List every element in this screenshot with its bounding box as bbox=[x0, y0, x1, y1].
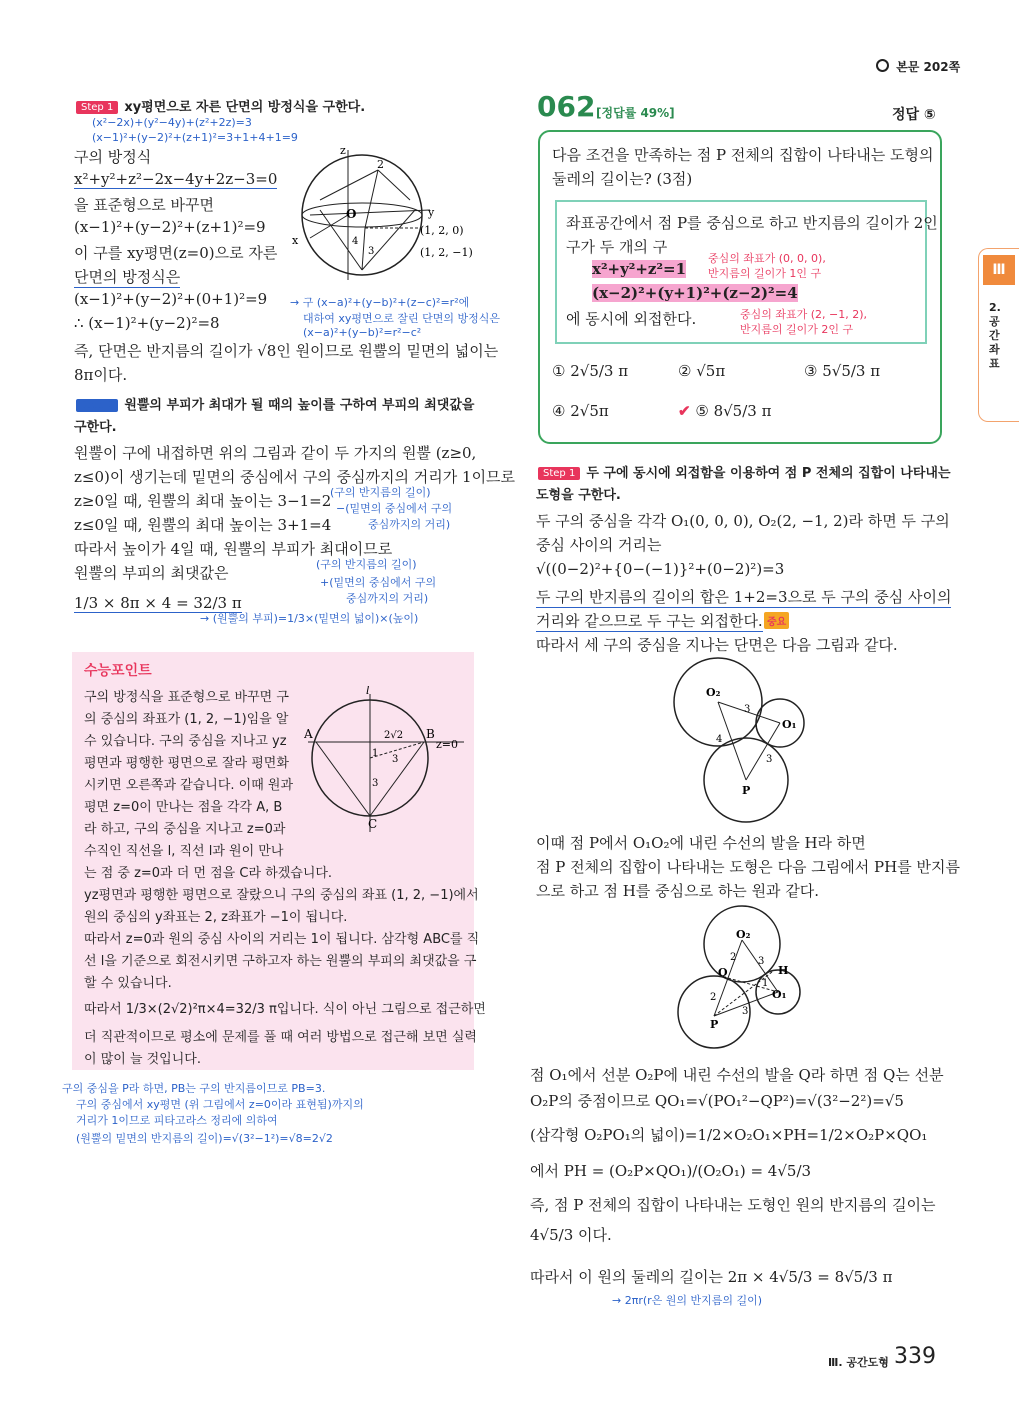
cone-label: 3 bbox=[392, 754, 399, 765]
fig1-label: 3 bbox=[368, 246, 375, 257]
text-line: z≤0)이 생기는데 밑면의 중심에서 구의 중심까지의 거리가 1이므로 bbox=[74, 468, 516, 486]
step2-badge: Step 2 bbox=[76, 399, 118, 412]
equation-line: 1/3 × 8π × 4 = 32/3 π bbox=[74, 594, 242, 612]
equation-line: (삼각형 O₂PO₁의 넓이)=1/2×O₂O₁×PH=1/2×O₂P×QO₁ bbox=[530, 1126, 928, 1144]
chapter-label: 2. 공간좌표 bbox=[989, 301, 1001, 370]
fig2-label: 3 bbox=[744, 704, 751, 715]
chapter-tab bbox=[978, 248, 1019, 422]
fig3-p-label: P bbox=[710, 1018, 719, 1031]
fig2-label: 3 bbox=[766, 754, 773, 765]
bottom-note: 구의 중심에서 xy평면 (위 그림에서 z=0이라 표현됨)까지의 bbox=[76, 1098, 364, 1111]
fig2-p-label: P bbox=[742, 784, 751, 797]
tips-line: 할 수 있습니다. bbox=[84, 976, 172, 991]
sphere-note-1: → 구 (x−a)²+(y−b)²+(z−c)²=r²에 bbox=[290, 296, 470, 309]
fig1-origin-label: O bbox=[346, 207, 357, 221]
tips-line: 선 l을 기준으로 회전시키면 구하고자 하는 원뿔의 부피의 최댓값을 구 bbox=[84, 954, 477, 969]
equation-line: 따라서 이 원의 둘레의 길이는 2π × 4√5/3 = 8√5/3 π bbox=[530, 1268, 893, 1286]
cone-a-label: A bbox=[304, 727, 313, 741]
tips-line: 더 직관적이므로 평소에 문제를 풀 때 여러 방법으로 접근해 보면 실력 bbox=[84, 1030, 477, 1045]
equation-line: ∴ (x−1)²+(y−2)²=8 bbox=[74, 314, 220, 332]
fig1-z-label: z bbox=[340, 144, 346, 157]
text-line: 즉, 점 P 전체의 집합이 나타내는 도형인 원의 반지름의 길이는 bbox=[530, 1196, 936, 1214]
text-line: z≥0일 때, 원뿔의 최대 높이는 3−1=2 bbox=[74, 492, 332, 510]
height-note: −(밑면의 중심에서 구의 bbox=[336, 502, 453, 515]
height-note: +(밑면의 중심에서 구의 bbox=[320, 576, 437, 589]
step1-badge: Step 1 bbox=[76, 101, 118, 114]
text-line: 단면의 방정식은 bbox=[74, 268, 181, 286]
height-note: 중심까지의 거리) bbox=[346, 592, 429, 605]
text-line: z≤0일 때, 원뿔의 최대 높이는 3+1=4 bbox=[74, 516, 332, 534]
sphere-note-3: (x−a)²+(y−b)²=r²−c² bbox=[303, 326, 422, 339]
text-line: 을 표준형으로 바꾸면 bbox=[74, 196, 214, 214]
height-note: (구의 반지름의 길이) bbox=[330, 486, 431, 499]
step2-title-cont: 구한다. bbox=[74, 420, 117, 435]
choice-4[interactable]: ④ 2√5π bbox=[552, 402, 609, 420]
equation-line: (x−1)²+(y−2)²+(0+1)²=9 bbox=[74, 290, 268, 308]
three-sphere-figure bbox=[668, 656, 808, 826]
left-step2 bbox=[76, 394, 474, 413]
fig1-point-label: (1, 2, 0) bbox=[420, 224, 464, 237]
tips-line: 라 하고, 구의 중심을 지나고 z=0과 bbox=[84, 822, 286, 837]
calc-note-1: (x²−2x)+(y²−4y)+(z²+2z)=3 bbox=[92, 116, 252, 129]
equation-line: x²+y²+z²−2x−4y+2z−3=0 bbox=[74, 170, 278, 188]
sphere-note-2: 대하여 xy평면으로 잘린 단면의 방정식은 bbox=[303, 312, 501, 325]
question-line: 다음 조건을 만족하는 점 P 전체의 집합이 나타내는 도형의 bbox=[552, 146, 934, 164]
choice-2[interactable]: ② √5π bbox=[678, 362, 726, 380]
arrow-right-icon: → bbox=[200, 612, 213, 625]
accuracy-rate: [정답률 49%] bbox=[596, 106, 675, 120]
text-line: 점 O₁에서 선분 O₂P에 내린 수선의 발을 Q라 하면 점 Q는 선분 bbox=[530, 1066, 944, 1084]
chapter-roman: Ⅲ bbox=[983, 255, 1015, 285]
text-line: 즉, 단면은 반지름의 길이가 √8인 원이므로 원뿔의 밑면의 넓이는 bbox=[74, 342, 499, 360]
text-line: 두 구의 반지름의 길이의 합은 1+2=3으로 두 구의 중심 사이의 bbox=[536, 588, 952, 606]
equation-line: (x−1)²+(y−2)²+(z+1)²=9 bbox=[74, 218, 266, 236]
condition-line: 에 동시에 외접한다. bbox=[566, 310, 697, 328]
text-line: 따라서 세 구의 중심을 지나는 단면은 다음 그림과 같다. bbox=[536, 636, 898, 654]
tips-line: 따라서 z=0과 원의 중심 사이의 거리는 1이 됩니다. 삼각형 ABC를 직 bbox=[84, 932, 480, 947]
fig3-q-label: Q bbox=[718, 966, 728, 979]
text-line: 구의 방정식 bbox=[74, 148, 152, 166]
tips-line: 시키면 오른쪽과 같습니다. 이때 원과 bbox=[84, 778, 294, 793]
fig1-label: 2 bbox=[377, 158, 384, 171]
text-line: 8π이다. bbox=[74, 366, 128, 384]
important-badge: 중요 bbox=[764, 612, 789, 629]
check-mark-icon: ✔ bbox=[678, 402, 691, 420]
tips-line: yz평면과 평행한 평면으로 잘랐으니 구의 중심의 좌표 (1, 2, −1)에서 bbox=[84, 888, 479, 903]
circle-figure bbox=[676, 904, 816, 1054]
text-line: 4√5/3 이다. bbox=[530, 1226, 612, 1244]
sphere-note: 중심의 좌표가 (0, 0, 0), bbox=[708, 252, 826, 265]
cone-c-label: C bbox=[368, 817, 378, 831]
text-line: 이때 점 P에서 O₁O₂에 내린 수선의 발을 H라 하면 bbox=[536, 834, 866, 852]
text-line: 이 구를 xy평면(z=0)으로 자른 bbox=[74, 244, 278, 262]
tips-title: 수능포인트 bbox=[84, 663, 152, 679]
left-step1 bbox=[76, 96, 365, 115]
page-ref bbox=[876, 58, 960, 75]
sphere-note: 중심의 좌표가 (2, −1, 2), bbox=[740, 308, 868, 321]
text-line: 으로 하고 점 H를 중심으로 하는 원과 같다. bbox=[536, 882, 820, 900]
footer-section: Ⅲ. 공간도형 bbox=[828, 1356, 889, 1369]
page-number: 339 bbox=[894, 1344, 936, 1369]
circle-bullet-icon bbox=[876, 59, 889, 72]
circumference-note: → 2πr(r은 원의 반지름의 길이) bbox=[612, 1294, 763, 1307]
step1-title: xy평면으로 자른 단면의 방정식을 구한다. bbox=[124, 100, 366, 115]
sphere-note: 반지름의 길이가 1인 구 bbox=[708, 267, 822, 280]
tips-line: 구의 방정식을 표준형으로 바꾸면 구 bbox=[84, 690, 289, 705]
sphere-equation-1: x²+y²+z²=1 bbox=[592, 260, 687, 278]
fig3-o1-label: O₁ bbox=[772, 988, 787, 1001]
fig2-o2-label: O₂ bbox=[706, 686, 721, 699]
tips-line: 평면 z=0이 만나는 점을 각각 A, B bbox=[84, 800, 283, 815]
sphere-equation-2: (x−2)²+(y+1)²+(z−2)²=4 bbox=[592, 284, 798, 302]
cone-label: 2√2 bbox=[384, 730, 404, 741]
bottom-note: (원뿔의 밑면의 반지름의 길이)=√(3²−1²)=√8=2√2 bbox=[76, 1132, 333, 1145]
cone-label: 1 bbox=[372, 748, 379, 759]
arrow-right-icon: → bbox=[290, 296, 303, 309]
text-line: 따라서 높이가 4일 때, 원뿔의 부피가 최대이므로 bbox=[74, 540, 393, 558]
cone-label: 3 bbox=[372, 778, 379, 789]
tips-box bbox=[72, 652, 486, 1070]
fig3-label: 3 bbox=[742, 1006, 749, 1017]
arrow-right-icon: → bbox=[612, 1294, 625, 1307]
tips-line: 이 많이 늘 것입니다. bbox=[84, 1052, 201, 1067]
cone-l-label: l bbox=[366, 686, 370, 697]
fig3-label: 2 bbox=[710, 992, 717, 1003]
equation-line: 에서 PH = (O₂P×QO₁)/(O₂O₁) = 4√5/3 bbox=[530, 1162, 812, 1180]
calc-note-2: (x−1)²+(y−2)²+(z+1)²=3+1+4+1=9 bbox=[92, 131, 298, 144]
height-note: (구의 반지름의 길이) bbox=[316, 558, 417, 571]
sphere-figure bbox=[290, 140, 490, 290]
fig3-o2-label: O₂ bbox=[736, 928, 751, 941]
text-line: 원뿔이 구에 내접하면 위의 그림과 같이 두 가지의 원뿔 (z≥0, bbox=[74, 444, 477, 462]
tips-line: 평면과 평행한 평면으로 잘라 평면화 bbox=[84, 756, 289, 771]
text-line: 두 구의 중심을 각각 O₁(0, 0, 0), O₂(2, −1, 2)라 하면 두 구의 bbox=[536, 512, 950, 530]
step1-title: 두 구에 동시에 외접함을 이용하여 점 P 전체의 집합이 나타내는 bbox=[586, 466, 951, 481]
fig3-label: 3 bbox=[758, 956, 765, 967]
cone-b-label: B bbox=[426, 727, 435, 741]
equation-line: √((0−2)²+{0−(−1)}²+(0−2)²)=3 bbox=[536, 560, 785, 578]
cone-plane-label: z=0 bbox=[436, 738, 459, 751]
tips-line: 수 있습니다. 구의 중심을 지나고 yz bbox=[84, 734, 287, 749]
bottom-note: 거리가 1이므로 피타고라스 정리에 의하여 bbox=[76, 1114, 278, 1127]
height-note: 중심까지의 거리) bbox=[368, 518, 451, 531]
text-line: 점 P 전체의 집합이 나타내는 도형은 다음 그림에서 PH를 반지름 bbox=[536, 858, 960, 876]
choice-1[interactable]: ① 2√5/3 π bbox=[552, 362, 629, 380]
fig1-point-label: (1, 2, −1) bbox=[420, 246, 473, 259]
question-line: 둘레의 길이는? (3점) bbox=[552, 170, 693, 188]
text-line: 중심 사이의 거리는 bbox=[536, 536, 662, 554]
text-line: 원뿔의 부피의 최댓값은 bbox=[74, 564, 229, 582]
fig3-h-label: H bbox=[778, 964, 789, 977]
problem-number: 062 bbox=[537, 90, 596, 123]
right-step1 bbox=[538, 462, 951, 481]
text-line: 거리와 같으므로 두 구는 외접한다. bbox=[536, 612, 763, 630]
tips-line: 따라서 1/3×(2√2)²π×4=32/3 π입니다. 식이 아닌 그림으로 접근하면 bbox=[84, 1002, 486, 1017]
fig2-o1-label: O₁ bbox=[782, 718, 797, 731]
fig1-label: 4 bbox=[352, 236, 359, 247]
fig3-label: 2 bbox=[730, 952, 737, 963]
tips-line: 는 점 중 z=0과 더 먼 점을 C라 하겠습니다. bbox=[84, 866, 333, 881]
fig2-label: 4 bbox=[716, 734, 723, 745]
answer-label: 정답 ⑤ bbox=[892, 107, 936, 123]
step1-badge: Step 1 bbox=[538, 467, 580, 480]
choice-3[interactable]: ③ 5√5/3 π bbox=[804, 362, 881, 380]
tips-line: 의 중심의 좌표가 (1, 2, −1)임을 알 bbox=[84, 712, 289, 727]
cone-figure bbox=[304, 686, 472, 836]
step1-title-cont: 도형을 구한다. bbox=[536, 488, 621, 503]
volume-note: → (원뿔의 부피)=1/3×(밑면의 넓이)×(높이) bbox=[200, 612, 419, 625]
fig3-label: 1 bbox=[762, 978, 769, 989]
tips-line: 원의 중심의 y좌표는 2, z좌표가 −1이 됩니다. bbox=[84, 910, 348, 925]
bottom-note: 구의 중심을 P라 하면, PB는 구의 반지름이므로 PB=3. bbox=[62, 1082, 326, 1095]
page-ref-text: 본문 202쪽 bbox=[896, 60, 961, 74]
step2-title: 원뿔의 부피가 최대가 될 때의 높이를 구하여 부피의 최댓값을 bbox=[124, 398, 475, 413]
condition-line: 구가 두 개의 구 bbox=[566, 238, 668, 256]
condition-line: 좌표공간에서 점 P를 중심으로 하고 반지름의 길이가 2인 bbox=[566, 214, 938, 232]
fig1-x-label: x bbox=[292, 234, 299, 247]
sphere-note: 반지름의 길이가 2인 구 bbox=[740, 323, 854, 336]
equation-line: O₂P의 중점이므로 QO₁=√(PO₁²−QP²)=√(3²−2²)=√5 bbox=[530, 1092, 904, 1110]
choice-5[interactable]: ✔ ⑤ 8√5/3 π bbox=[678, 402, 772, 420]
tips-line: 수직인 직선을 l, 직선 l과 원이 만나 bbox=[84, 844, 284, 859]
fig1-y-label: y bbox=[428, 206, 435, 219]
